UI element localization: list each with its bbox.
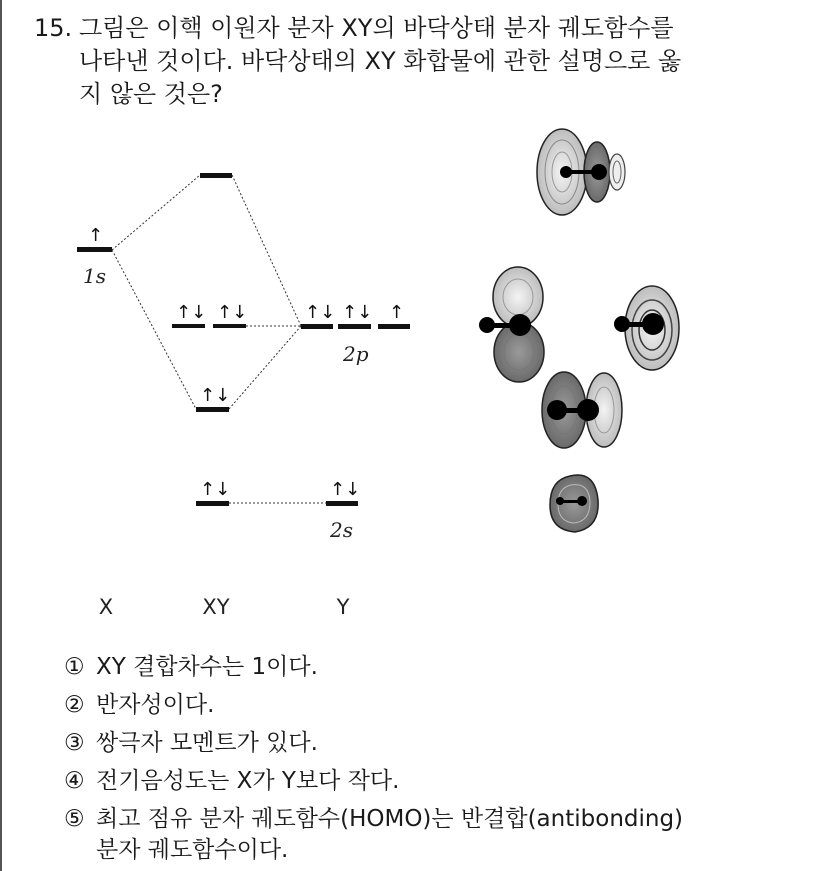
level-xy-antibonding xyxy=(200,173,232,178)
column-label-x: X xyxy=(98,595,114,619)
question-line-1: 그림은 이핵 이원자 분자 XY의 바닥상태 분자 궤도함수를 xyxy=(79,14,674,42)
level-xy-2s xyxy=(196,501,229,506)
column-label-xy: XY xyxy=(202,595,230,619)
label-1s: 1s xyxy=(83,264,106,288)
electrons-y-2p-1: ↑↓ xyxy=(305,302,336,323)
choice-5-mark: ⑤ xyxy=(64,806,85,832)
choice-3-text: 쌍극자 모멘트가 있다. xyxy=(96,730,318,756)
level-x-1s xyxy=(77,247,112,252)
choice-2-text: 반자성이다. xyxy=(96,692,215,718)
level-y-2p-2 xyxy=(338,324,371,329)
electrons-y-2s: ↑↓ xyxy=(330,479,361,500)
question-line-2: 나타낸 것이다. 바닥상태의 XY 화합물에 관한 설명으로 옳 xyxy=(79,47,682,75)
orbital-antibonding-sigma-image xyxy=(537,129,625,215)
electrons-y-2p-3: ↑ xyxy=(389,302,405,323)
orbital-bonding-sigma-image xyxy=(542,372,622,448)
choice-5[interactable] xyxy=(64,800,684,863)
choice-1-text: XY 결합차수는 1이다. xyxy=(96,654,318,680)
choice-3[interactable] xyxy=(64,724,318,757)
choice-4-text: 전기음성도는 X가 Y보다 작다. xyxy=(96,768,400,794)
level-y-2p-3 xyxy=(378,324,410,329)
level-y-2s xyxy=(326,501,358,506)
choice-5-text: 최고 점유 분자 궤도함수(HOMO)는 반결합(antibonding) xyxy=(96,806,684,832)
electrons-xy-nb1: ↑↓ xyxy=(176,302,207,323)
level-xy-nonbonding-2 xyxy=(213,324,246,328)
choice-2[interactable] xyxy=(64,686,214,719)
level-xy-nonbonding-1 xyxy=(172,324,205,328)
choice-4-mark: ④ xyxy=(64,768,85,794)
correlation-lines xyxy=(112,175,326,503)
column-labels xyxy=(99,595,350,619)
question-line-3: 지 않은 것은? xyxy=(79,80,223,108)
label-2s: 2s xyxy=(330,518,353,542)
energy-levels xyxy=(77,173,410,506)
choice-3-mark: ③ xyxy=(64,730,85,756)
electrons-xy-nb2: ↑↓ xyxy=(217,302,248,323)
electrons-y-2p-2: ↑↓ xyxy=(342,302,373,323)
choice-2-mark: ② xyxy=(64,692,85,718)
electrons-xy-2s: ↑↓ xyxy=(200,479,231,500)
electrons-x-1s: ↑ xyxy=(88,225,104,246)
level-y-2p-1 xyxy=(301,324,333,329)
choice-1[interactable] xyxy=(64,648,318,681)
orbital-2s-image xyxy=(550,475,598,532)
label-2p: 2p xyxy=(343,342,369,366)
column-label-y: Y xyxy=(336,595,350,619)
question-number: 15. xyxy=(34,14,73,42)
choice-5-continuation: 분자 궤도함수이다. xyxy=(96,837,289,863)
orbital-nonbonding-p-2-image xyxy=(614,286,679,370)
electrons-xy-bonding: ↑↓ xyxy=(200,385,231,406)
orbital-nonbonding-p-1-image xyxy=(479,267,544,382)
choice-4[interactable] xyxy=(64,762,399,795)
choice-1-mark: ① xyxy=(64,654,85,680)
level-xy-bonding xyxy=(196,407,229,412)
